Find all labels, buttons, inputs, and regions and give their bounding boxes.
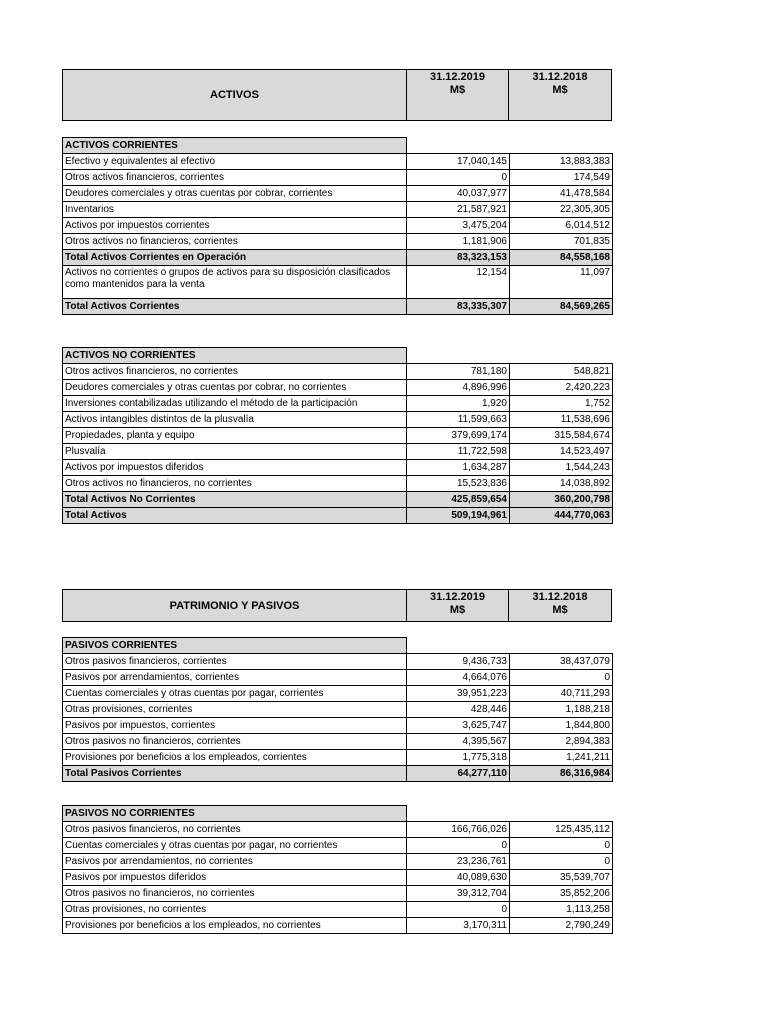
value-2018: 35,852,206 (510, 886, 613, 902)
value-2019: 1,775,318 (407, 750, 510, 766)
pasivos-header-col-2019 (406, 589, 509, 622)
empty-cell (407, 638, 510, 654)
value-2018: 11,538,696 (510, 412, 613, 428)
table-row (63, 854, 613, 870)
table-row (63, 154, 613, 170)
value-2019: 11,722,598 (407, 444, 510, 460)
pasivos-no-corrientes-table (62, 805, 613, 934)
table-row (63, 218, 613, 234)
table-row (63, 444, 613, 460)
pasivos-header-col-2018 (508, 589, 612, 622)
row-label: Provisiones por beneficios a los empleados, corrientes (63, 750, 407, 766)
row-label: Activos por impuestos corrientes (63, 218, 407, 234)
row-label: Total Activos (63, 508, 407, 524)
row-label: Otros pasivos no financieros, corrientes (63, 734, 407, 750)
value-2018: 86,316,984 (510, 766, 613, 782)
value-2019: 17,040,145 (407, 154, 510, 170)
row-label: Deudores comerciales y otras cuentas por cobrar, corrientes (63, 186, 407, 202)
activos-corrientes-table (62, 137, 613, 315)
row-label: Activos intangibles distintos de la plusvalía (63, 412, 407, 428)
value-2019: 12,154 (407, 266, 510, 299)
value-2018: 2,894,383 (510, 734, 613, 750)
section-heading: PASIVOS CORRIENTES (63, 638, 407, 654)
value-2019: 23,236,761 (407, 854, 510, 870)
table-row (63, 364, 613, 380)
table-row (63, 918, 613, 934)
row-label: Deudores comerciales y otras cuentas por cobrar, no corrientes (63, 380, 407, 396)
value-2018: 14,038,892 (510, 476, 613, 492)
value-2018: 125,435,112 (510, 822, 613, 838)
value-2019: 4,395,567 (407, 734, 510, 750)
row-label: Inversiones contabilizadas utilizando el método de la participación (63, 396, 407, 412)
table-row (63, 266, 613, 299)
value-2019: 4,664,076 (407, 670, 510, 686)
row-label: Cuentas comerciales y otras cuentas por pagar, no corrientes (63, 838, 407, 854)
value-2018: 1,544,243 (510, 460, 613, 476)
value-2019: 0 (407, 170, 510, 186)
row-label: Plusvalía (63, 444, 407, 460)
pasivos-corrientes-table (62, 637, 613, 782)
total-row (63, 299, 613, 315)
table-row (63, 734, 613, 750)
value-2019: 9,436,733 (407, 654, 510, 670)
col-unit: M$ (449, 604, 466, 616)
value-2019: 425,859,654 (407, 492, 510, 508)
value-2019: 781,180 (407, 364, 510, 380)
value-2019: 1,920 (407, 396, 510, 412)
col-date: 31.12.2019 (429, 591, 486, 603)
table-row (63, 686, 613, 702)
row-label: Pasivos por arrendamientos, no corrientes (63, 854, 407, 870)
table-row (63, 750, 613, 766)
row-label: Total Activos Corrientes en Operación (63, 250, 407, 266)
empty-cell (510, 806, 613, 822)
row-label: Provisiones por beneficios a los empleados, no corrientes (63, 918, 407, 934)
section-heading: ACTIVOS CORRIENTES (63, 138, 407, 154)
row-label: Total Activos Corrientes (63, 299, 407, 315)
value-2019: 428,446 (407, 702, 510, 718)
row-label: Otros pasivos financieros, corrientes (63, 654, 407, 670)
value-2018: 315,584,674 (510, 428, 613, 444)
row-label: Otros activos financieros, corrientes (63, 170, 407, 186)
row-label: Pasivos por impuestos diferidos (63, 870, 407, 886)
col-unit: M$ (552, 604, 568, 616)
col-unit: M$ (552, 84, 568, 96)
value-2018: 1,844,800 (510, 718, 613, 734)
table-row (63, 202, 613, 218)
activos-title: ACTIVOS (210, 89, 259, 101)
row-label: Activos por impuestos diferidos (63, 460, 407, 476)
row-label: Total Pasivos Corrientes (63, 766, 407, 782)
value-2019: 4,896,996 (407, 380, 510, 396)
value-2019: 11,599,663 (407, 412, 510, 428)
activos-header-col-2019 (406, 69, 509, 121)
value-2018: 41,478,584 (510, 186, 613, 202)
value-2018: 0 (510, 854, 613, 870)
table-row (63, 902, 613, 918)
value-2018: 38,437,079 (510, 654, 613, 670)
table-row (63, 870, 613, 886)
value-2018: 22,305,305 (510, 202, 613, 218)
value-2018: 84,558,168 (510, 250, 613, 266)
col-unit: M$ (449, 84, 466, 96)
section-heading-row (63, 638, 613, 654)
value-2019: 83,335,307 (407, 299, 510, 315)
table-row (63, 186, 613, 202)
table-row (63, 396, 613, 412)
row-label: Pasivos por arrendamientos, corrientes (63, 670, 407, 686)
value-2018: 40,711,293 (510, 686, 613, 702)
row-label: Total Activos No Corrientes (63, 492, 407, 508)
row-label: Otros activos no financieros, corrientes (63, 234, 407, 250)
value-2019: 3,170,311 (407, 918, 510, 934)
value-2019: 3,475,204 (407, 218, 510, 234)
value-2019: 379,699,174 (407, 428, 510, 444)
col-date: 31.12.2018 (532, 591, 588, 603)
table-row (63, 234, 613, 250)
row-label: Otros pasivos no financieros, no corrientes (63, 886, 407, 902)
table-row (63, 702, 613, 718)
value-2018: 1,113,258 (510, 902, 613, 918)
empty-cell (510, 348, 613, 364)
total-row (63, 766, 613, 782)
value-2019: 0 (407, 838, 510, 854)
value-2019: 40,089,630 (407, 870, 510, 886)
value-2018: 2,790,249 (510, 918, 613, 934)
value-2018: 6,014,512 (510, 218, 613, 234)
empty-cell (407, 138, 510, 154)
activos-header-title (62, 69, 407, 121)
value-2018: 84,569,265 (510, 299, 613, 315)
row-label: Otros activos no financieros, no corrientes (63, 476, 407, 492)
row-label: Efectivo y equivalentes al efectivo (63, 154, 407, 170)
value-2018: 13,883,383 (510, 154, 613, 170)
section-heading-row (63, 806, 613, 822)
activos-no-corrientes-table (62, 347, 613, 524)
row-label: Otras provisiones, no corrientes (63, 902, 407, 918)
value-2018: 35,539,707 (510, 870, 613, 886)
empty-cell (407, 348, 510, 364)
value-2018: 1,241,211 (510, 750, 613, 766)
value-2019: 1,634,287 (407, 460, 510, 476)
row-label: Otros activos financieros, no corrientes (63, 364, 407, 380)
table-row (63, 654, 613, 670)
section-heading-row (63, 138, 613, 154)
value-2019: 15,523,836 (407, 476, 510, 492)
value-2018: 1,752 (510, 396, 613, 412)
value-2018: 11,097 (510, 266, 613, 299)
value-2018: 444,770,063 (510, 508, 613, 524)
value-2018: 548,821 (510, 364, 613, 380)
value-2019: 21,587,921 (407, 202, 510, 218)
grand-total-row (63, 508, 613, 524)
empty-cell (407, 806, 510, 822)
row-label: Pasivos por impuestos, corrientes (63, 718, 407, 734)
value-2018: 2,420,223 (510, 380, 613, 396)
section-heading: ACTIVOS NO CORRIENTES (63, 348, 407, 364)
table-row (63, 380, 613, 396)
value-2019: 39,312,704 (407, 886, 510, 902)
value-2018: 0 (510, 838, 613, 854)
subtotal-row (63, 250, 613, 266)
value-2018: 14,523,497 (510, 444, 613, 460)
value-2019: 166,766,026 (407, 822, 510, 838)
pasivos-header-title (62, 589, 407, 622)
table-row (63, 170, 613, 186)
table-row (63, 886, 613, 902)
row-label: Cuentas comerciales y otras cuentas por pagar, corrientes (63, 686, 407, 702)
row-label: Otras provisiones, corrientes (63, 702, 407, 718)
table-row (63, 428, 613, 444)
value-2018: 1,188,218 (510, 702, 613, 718)
pasivos-title: PATRIMONIO Y PASIVOS (169, 599, 300, 612)
value-2019: 64,277,110 (407, 766, 510, 782)
table-row (63, 670, 613, 686)
row-label: Inventarios (63, 202, 407, 218)
value-2019: 509,194,961 (407, 508, 510, 524)
table-row (63, 476, 613, 492)
col-date: 31.12.2018 (532, 71, 588, 83)
table-row (63, 412, 613, 428)
empty-cell (510, 138, 613, 154)
col-date: 31.12.2019 (429, 71, 486, 83)
value-2018: 360,200,798 (510, 492, 613, 508)
table-row (63, 822, 613, 838)
row-label: Propiedades, planta y equipo (63, 428, 407, 444)
value-2019: 3,625,747 (407, 718, 510, 734)
value-2019: 1,181,906 (407, 234, 510, 250)
section-heading: PASIVOS NO CORRIENTES (63, 806, 407, 822)
total-row (63, 492, 613, 508)
value-2018: 174,549 (510, 170, 613, 186)
value-2019: 40,037,977 (407, 186, 510, 202)
value-2018: 701,835 (510, 234, 613, 250)
section-heading-row (63, 348, 613, 364)
row-label: Activos no corrientes o grupos de activos para su disposición clasificados como mantenidos para la venta (63, 266, 407, 299)
table-row (63, 460, 613, 476)
value-2018: 0 (510, 670, 613, 686)
table-row (63, 838, 613, 854)
row-label: Otros pasivos financieros, no corrientes (63, 822, 407, 838)
value-2019: 39,951,223 (407, 686, 510, 702)
table-row (63, 718, 613, 734)
activos-header-col-2018 (508, 69, 612, 121)
empty-cell (510, 638, 613, 654)
value-2019: 83,323,153 (407, 250, 510, 266)
value-2019: 0 (407, 902, 510, 918)
